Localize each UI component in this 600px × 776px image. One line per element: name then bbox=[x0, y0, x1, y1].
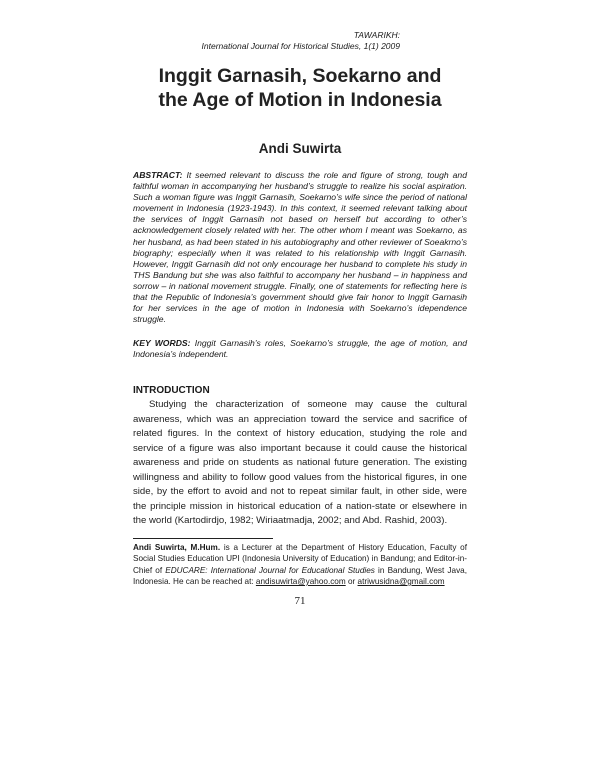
page-number: 71 bbox=[294, 595, 306, 607]
email-link-2[interactable]: atriwusidna@gmail.com bbox=[357, 576, 445, 586]
footnote-text-after: in Bandung, West Java, Indonesia. He can be reached at: bbox=[133, 565, 467, 586]
journal-name: TAWARIKH: bbox=[353, 30, 400, 40]
footnote-divider bbox=[133, 538, 273, 539]
footnote-journal-name: EDUCARE: International Journal for Educational Studies bbox=[165, 565, 375, 575]
keywords bbox=[133, 338, 467, 360]
journal-citation: International Journal for Historical Studies, 1(1) 2009 bbox=[201, 41, 400, 51]
footnote-text-before: is a Lecturer at the Department of History Education, Faculty of Social Studies Education UPI (Indonesia University of Education) in Bandung; and Editor-in-Chief of bbox=[133, 543, 467, 575]
footnote-author-name: Andi Suwirta, M.Hum. bbox=[133, 543, 221, 552]
abstract-text: It seemed relevant to discuss the role and figure of strong, tough and faithful woman in accompanying her husband’s struggle to realize his social aspiration. Such a woman figure was Inggit Garnasih, Soekarno’s wife since the period of national movement in Indonesia (1923-1943). In this context, it seemed relevant talking about the services of Inggit Garnasih not based on herself but according to other’s acknowledgement closely related with her. The other whom I meant was Soekarno, as her husband, as had been stated in his autobiography and other reviewer of Soeakrno’s biography; especially when it was related to his relationship with Inggit Garnasih. However, Inggit Garnasih did not only encourage her husband to complete his study in THS Bandung but she was also faithful to accompany her husband – in happiness and sorrow – in national movement struggle. Finally, one of statements for reflecting here is that the Republic of Indonesia’s government should give fair honor to Inggit Garnasih for her services in the age of motion in Indonesia with Soekarno’s idependence struggle. bbox=[133, 170, 467, 325]
email-link-1[interactable]: andisuwirta@yahoo.com bbox=[255, 576, 346, 586]
footnote-conjunction: or bbox=[345, 576, 358, 586]
keywords-label: KEY WORDS: bbox=[133, 338, 191, 348]
article-title bbox=[100, 64, 500, 112]
keywords-text: Inggit Garnasih’s roles, Soekarno’s struggle, the age of motion, and Indonesia’s independent. bbox=[133, 338, 468, 360]
title-line-1: Inggit Garnasih, Soekarno and bbox=[158, 65, 442, 87]
abstract bbox=[133, 170, 467, 325]
title-line-2: the Age of Motion in Indonesia bbox=[158, 89, 442, 111]
author-name: Andi Suwirta bbox=[258, 141, 342, 156]
abstract-label: ABSTRACT: bbox=[133, 170, 183, 180]
introduction-paragraph: Studying the characterization of someone may cause the cultural awareness, which was an appreciation toward the service and sacrifice of related figures. In the context of history education, studying the role and service of a figure was also important because it could cause the historical awareness and pride on students as national future generation. The existing willingness and ability to follow good values from the historical figures, in one side, by the effort to avoid and not to repeat similar fault, in other side, were the principle mission in historical education of a nation-state or elsewhere in the world (Kartodirdjo, 1982; Wiriaatmadja, 2002; and Abd. Rashid, 2003). bbox=[133, 399, 467, 526]
section-heading-introduction: INTRODUCTION bbox=[133, 385, 210, 396]
running-head bbox=[100, 30, 400, 52]
author-footnote bbox=[133, 542, 467, 587]
